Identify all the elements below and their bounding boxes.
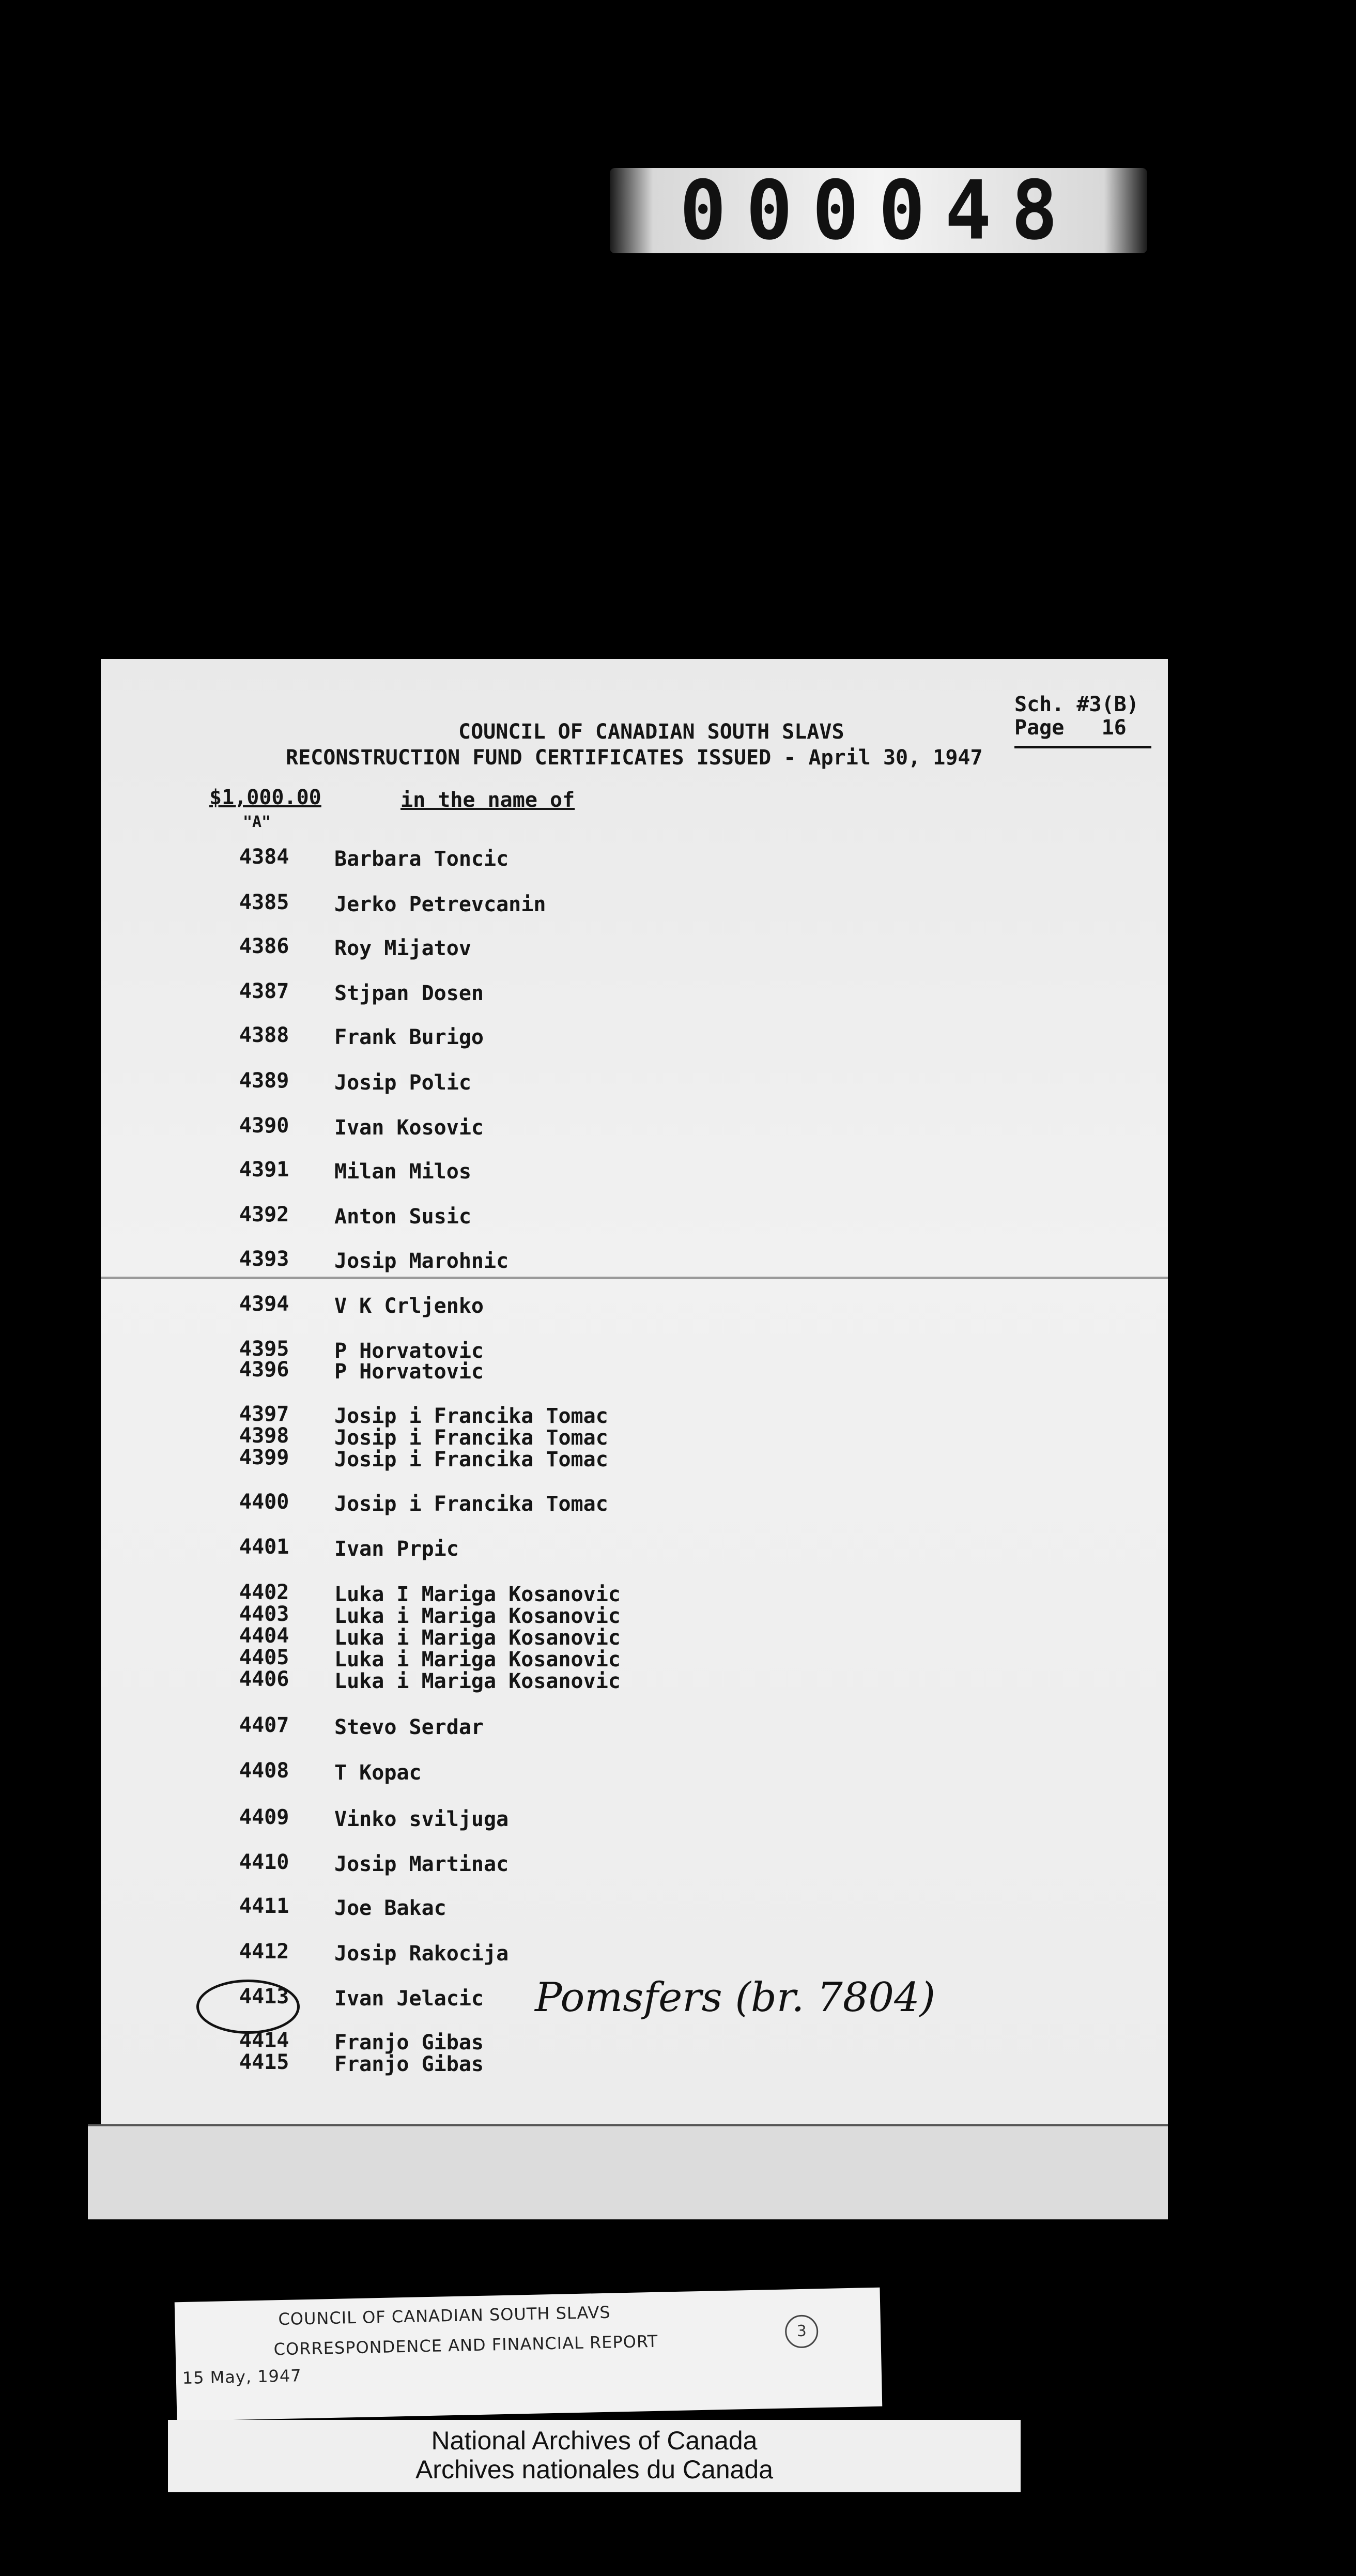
handwritten-note: Pomsfers (br. 7804) (535, 1974, 936, 2021)
row-number: 4395 (239, 1337, 289, 1361)
row-name: Ivan Kosovic (334, 1116, 484, 1140)
header-underline (1014, 746, 1151, 748)
row-name: Luka I Mariga Kosanovic (334, 1583, 621, 1606)
row-name: Josip Martinac (334, 1852, 509, 1876)
row-number: 4386 (239, 934, 289, 958)
label-line-3: 15 May, 1947 (182, 2366, 302, 2388)
row-name: V K Crljenko (334, 1294, 484, 1318)
row-name: Roy Mijatov (334, 937, 471, 960)
row-name: Luka i Mariga Kosanovic (334, 1648, 621, 1672)
report-subtitle: RECONSTRUCTION FUND CERTIFICATES ISSUED - April 30, 1947 (286, 746, 983, 770)
org-title: COUNCIL OF CANADIAN SOUTH SLAVS (458, 720, 844, 744)
denomination: $1,000.00 (209, 786, 321, 809)
row-name: Luka i Mariga Kosanovic (334, 1626, 621, 1650)
row-number: 4399 (239, 1446, 289, 1469)
row-number: 4414 (239, 2029, 289, 2052)
row-number: 4407 (239, 1713, 289, 1737)
frame-counter-value: 000048 (680, 163, 1077, 258)
row-number: 4400 (239, 1490, 289, 1514)
row-number: 4385 (239, 891, 289, 914)
row-name: Milan Milos (334, 1160, 471, 1184)
row-name: Luka i Mariga Kosanovic (334, 1604, 621, 1628)
row-name: Anton Susic (334, 1205, 471, 1229)
page-fold-line (101, 1277, 1168, 1279)
row-name: Ivan Prpic (334, 1537, 459, 1561)
row-name: Stjpan Dosen (334, 982, 484, 1005)
row-number: 4388 (239, 1023, 289, 1047)
row-number: 4393 (239, 1247, 289, 1271)
row-number: 4394 (239, 1292, 289, 1316)
page-number: Page 16 (1014, 716, 1127, 740)
series-letter: "A" (243, 813, 271, 831)
label-line-2: CORRESPONDENCE AND FINANCIAL REPORT (273, 2331, 658, 2359)
archives-caption (168, 2420, 1021, 2492)
row-number: 4412 (239, 1940, 289, 1964)
row-number: 4387 (239, 979, 289, 1003)
label-line-1: COUNCIL OF CANADIAN SOUTH SLAVS (278, 2302, 611, 2329)
row-name: Luka i Mariga Kosanovic (334, 1669, 621, 1693)
row-number: 4391 (239, 1158, 289, 1182)
row-name: Stevo Serdar (334, 1715, 484, 1739)
row-number: 4408 (239, 1759, 289, 1783)
row-name: Frank Burigo (334, 1025, 484, 1049)
row-number: 4397 (239, 1402, 289, 1426)
handwritten-circle (196, 1980, 300, 2034)
row-number: 4396 (239, 1358, 289, 1382)
archives-name-fr: Archives nationales du Canada (415, 2455, 774, 2484)
row-name: Josip i Francika Tomac (334, 1404, 608, 1428)
row-number: 4406 (239, 1667, 289, 1691)
row-number: 4402 (239, 1581, 289, 1604)
row-name: Barbara Toncic (334, 847, 509, 871)
row-number: 4405 (239, 1646, 289, 1669)
row-number: 4390 (239, 1114, 289, 1138)
row-number: 4413 (239, 1985, 289, 2008)
row-name: P Horvatovic (334, 1339, 484, 1363)
index-label-card (175, 2288, 883, 2421)
row-name: Josip i Francika Tomac (334, 1426, 608, 1450)
schedule-label: Sch. #3(B) (1014, 693, 1139, 716)
row-name: Josip Polic (334, 1071, 471, 1095)
row-name: Jerko Petrevcanin (334, 893, 546, 916)
row-name: Josip i Francika Tomac (334, 1448, 608, 1471)
row-name: T Kopac (334, 1761, 422, 1785)
row-name: Josip Rakocija (334, 1942, 509, 1966)
label-circled-number: 3 (785, 2314, 819, 2348)
row-name: Joe Bakac (334, 1896, 446, 1920)
row-number: 4411 (239, 1894, 289, 1918)
row-number: 4410 (239, 1850, 289, 1874)
row-name: Josip Marohnic (334, 1249, 509, 1273)
row-number: 4401 (239, 1535, 289, 1559)
row-number: 4384 (239, 845, 289, 869)
archives-name-en: National Archives of Canada (431, 2426, 758, 2455)
row-name: Franjo Gibas (334, 2031, 484, 2054)
row-number: 4392 (239, 1203, 289, 1226)
row-number: 4398 (239, 1424, 289, 1448)
row-name: P Horvatovic (334, 1360, 484, 1384)
in-the-name-of: in the name of (400, 788, 575, 812)
row-name: Josip i Francika Tomac (334, 1492, 608, 1516)
row-name: Vinko sviljuga (334, 1807, 509, 1831)
row-number: 4409 (239, 1805, 289, 1829)
row-name: Ivan Jelacic (334, 1987, 484, 2011)
document-page (101, 659, 1168, 2145)
row-number: 4403 (239, 1602, 289, 1626)
row-number: 4389 (239, 1069, 289, 1093)
frame-counter (610, 163, 1147, 258)
row-name: Franjo Gibas (334, 2052, 484, 2076)
row-number: 4404 (239, 1624, 289, 1648)
page-bottom-band (88, 2124, 1168, 2219)
row-number: 4415 (239, 2050, 289, 2074)
